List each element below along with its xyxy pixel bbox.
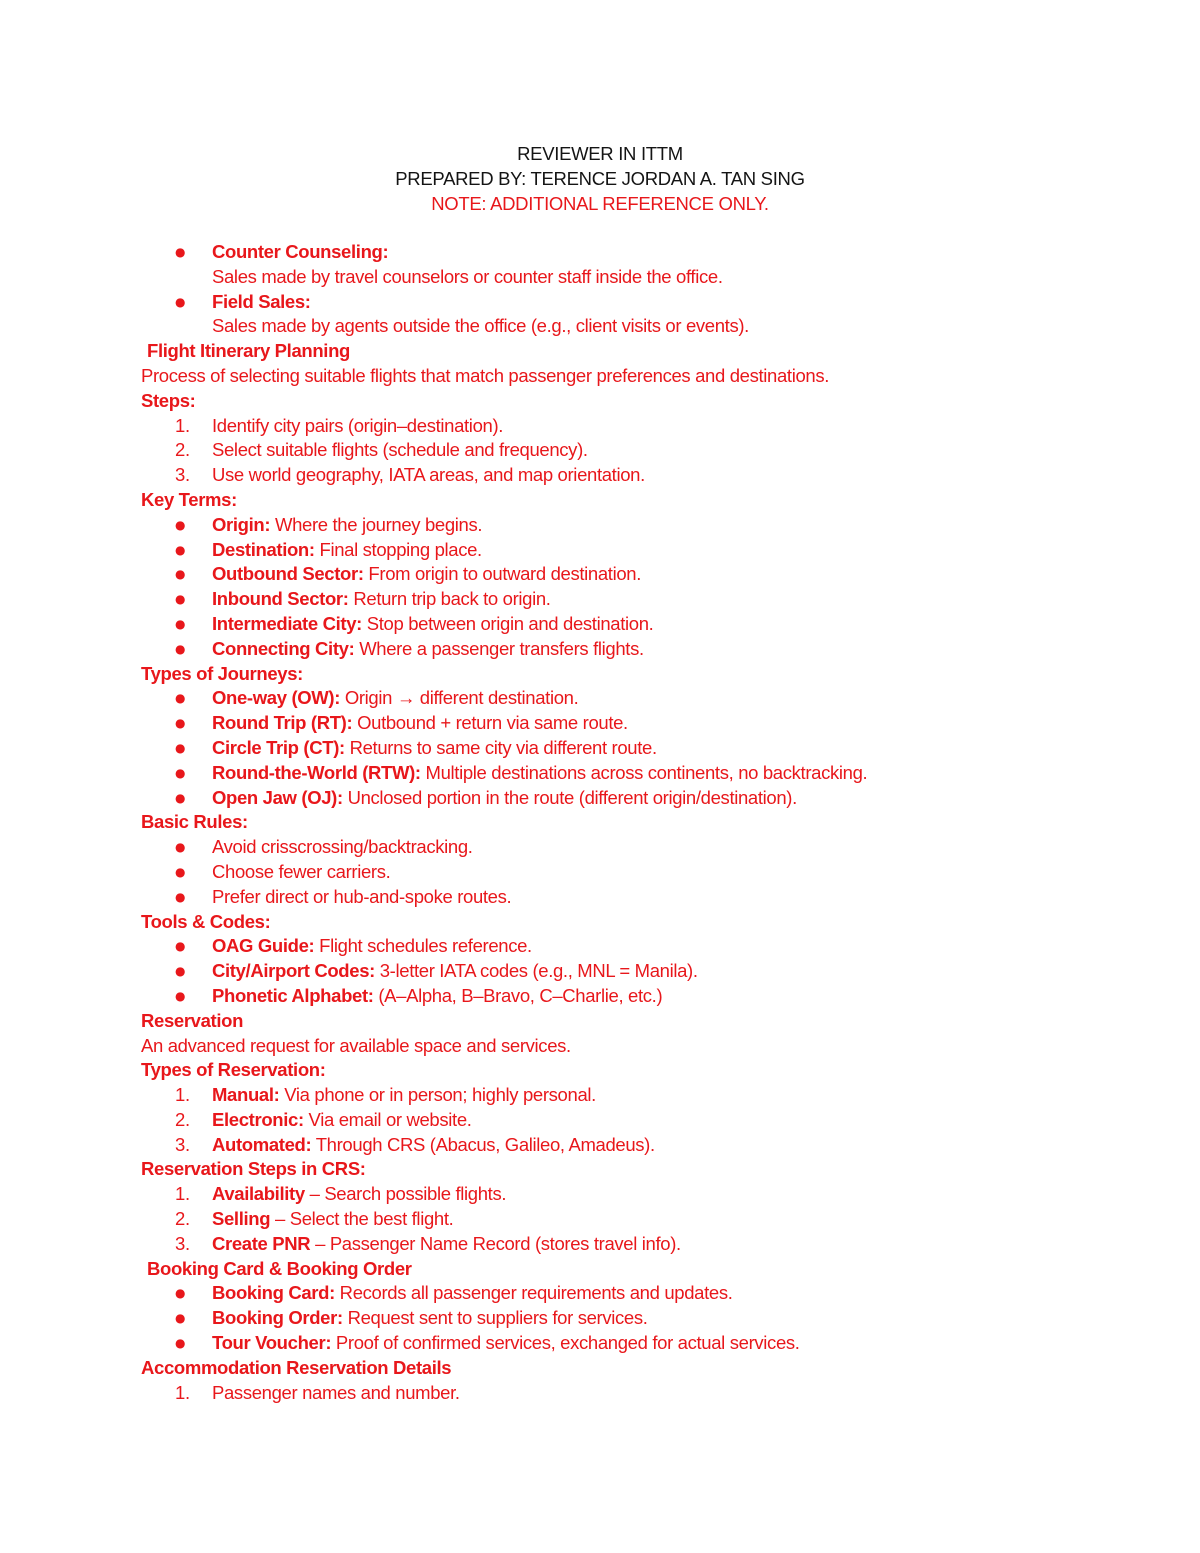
term-label: Phonetic Alphabet: [212,984,374,1006]
list-item [141,1331,1071,1356]
term-label: Counter Counseling: [212,241,389,262]
term-label: Booking Order: [212,1307,343,1329]
bullet-icon: ● [175,964,186,979]
bullet-icon: ● [175,864,186,879]
bullet-icon: ● [175,790,186,805]
term-description: 3-letter IATA codes (e.g., MNL = Manila). [374,960,698,982]
term-label: Selling [212,1208,271,1230]
list-item [141,1182,1071,1207]
document-title: REVIEWER IN ITTM [517,143,683,164]
list-number: 2. [175,1108,190,1130]
list-item [141,959,1071,984]
bullet-icon: ● [175,1311,186,1326]
bullet-icon: ● [175,294,186,309]
list-item [141,414,1071,439]
list-item [141,587,1071,612]
subsection-heading: Reservation Steps in CRS: [141,1158,366,1180]
list-item [141,786,1071,811]
list-item [141,1281,1071,1306]
term-description: – Select the best flight. [270,1208,454,1230]
term-label: Origin: [212,513,271,535]
term-label: OAG Guide: [212,935,315,957]
list-item-text: Passenger names and number. [212,1381,460,1403]
term-description: Flight schedules reference. [314,935,532,957]
term-description: Request sent to suppliers for services. [342,1307,648,1329]
list-item [141,1083,1071,1108]
bullet-icon: ● [175,592,186,607]
list-item [141,761,1071,786]
list-item [141,1108,1071,1133]
term-description: Records all passenger requirements and updates. [334,1282,733,1304]
subsection-heading: Tools & Codes: [141,910,271,932]
list-item [141,562,1071,587]
list-number: 2. [175,439,190,461]
term-description: Where the journey begins. [270,513,483,535]
term-label: Outbound Sector: [212,563,364,585]
bullet-icon: ● [175,691,186,706]
list-item-text: Choose fewer carriers. [212,860,391,882]
document-note: NOTE: ADDITIONAL REFERENCE ONLY. [431,193,769,214]
term-label: Automated: [212,1133,312,1155]
section-heading: Reservation [141,1009,244,1031]
list-number: 1. [175,1381,190,1403]
list-item [141,1381,1071,1406]
term-label: Round-the-World (RTW): [212,761,421,783]
list-item [141,835,1071,860]
term-description: – Passenger Name Record (stores travel info). [310,1232,681,1254]
subsection-heading: Steps: [141,389,196,411]
term-label: Field Sales: [212,290,311,312]
list-item [141,736,1071,761]
bullet-icon: ● [175,988,186,1003]
term-description: Returns to same city via different route. [344,736,657,758]
term-label: Connecting City: [212,637,355,659]
term-description: Multiple destinations across continents, no backtracking. [420,761,868,783]
term-label: Tour Voucher: [212,1332,332,1354]
list-number: 1. [175,1183,190,1205]
list-item [141,934,1071,959]
section-intro: An advanced request for available space and services. [141,1034,571,1056]
subsection-heading: Basic Rules: [141,811,248,833]
document-author: PREPARED BY: TERENCE JORDAN A. TAN SING [395,168,805,189]
section-intro: Process of selecting suitable flights that match passenger preferences and destinations. [141,364,830,386]
bullet-icon: ● [175,1336,186,1351]
list-item [141,1232,1071,1257]
list-item [141,438,1071,463]
term-label: Destination: [212,538,315,560]
term-label: Intermediate City: [212,612,362,634]
document-header [0,141,1200,216]
term-description: Stop between origin and destination. [361,612,654,634]
list-item-description: Sales made by travel counselors or counter staff inside the office. [212,265,723,287]
bullet-icon: ● [175,1286,186,1301]
term-label: One-way (OW): [212,687,341,709]
section-heading: Booking Card & Booking Order [147,1257,412,1279]
section-heading: Accommodation Reservation Details [141,1356,452,1378]
term-label: Electronic: [212,1108,304,1130]
list-item [141,711,1071,736]
list-item [141,686,1071,711]
list-item [141,538,1071,563]
term-description: Via email or website. [303,1108,472,1130]
term-label: Inbound Sector: [212,588,349,610]
bullet-icon: ● [175,740,186,755]
bullet-icon: ● [175,542,186,557]
term-description: (A–Alpha, B–Bravo, C–Charlie, etc.) [373,984,663,1006]
list-number: 3. [175,1232,190,1254]
list-item [141,612,1071,637]
subsection-heading: Types of Journeys: [141,662,303,684]
list-item-description: Sales made by agents outside the office (e.g., client visits or events). [212,315,749,337]
bullet-icon: ● [175,616,186,631]
list-item-text: Use world geography, IATA areas, and map orientation. [212,464,645,486]
list-item-text: Select suitable flights (schedule and frequency). [212,439,588,461]
term-label: Manual: [212,1084,280,1106]
term-description: Via phone or in person; highly personal. [279,1084,596,1106]
term-description: Origin → different destination. [340,687,579,709]
bullet-icon: ● [175,245,186,259]
bullet-icon: ● [175,567,186,582]
list-number: 1. [175,414,190,436]
term-description: Unclosed portion in the route (different origin/destination). [342,786,797,808]
term-label: Booking Card: [212,1282,335,1304]
term-description: Return trip back to origin. [348,588,551,610]
subsection-heading: Types of Reservation: [141,1059,326,1081]
bullet-icon: ● [175,939,186,954]
document-page [141,141,1071,1405]
list-item [141,513,1071,538]
bullet-icon: ● [175,641,186,656]
list-item [141,240,1071,265]
list-item-text: Prefer direct or hub-and-spoke routes. [212,885,512,907]
list-item-text: Identify city pairs (origin–destination). [212,414,504,436]
term-label: Availability [212,1183,305,1205]
spacer [141,216,1071,240]
list-item [141,1133,1071,1158]
term-description: Outbound + return via same route. [352,712,628,734]
list-number: 2. [175,1208,190,1230]
term-description: Final stopping place. [314,538,482,560]
term-description: – Search possible flights. [304,1183,507,1205]
list-number: 1. [175,1084,190,1106]
bullet-icon: ● [175,517,186,532]
list-item [141,885,1071,910]
list-number: 3. [175,1133,190,1155]
term-label: City/Airport Codes: [212,960,375,982]
term-label: Open Jaw (OJ): [212,786,343,808]
list-item [141,290,1071,315]
list-item [141,637,1071,662]
list-item-text: Avoid crisscrossing/backtracking. [212,836,473,858]
bullet-icon: ● [175,840,186,855]
list-item [141,860,1071,885]
term-description: Through CRS (Abacus, Galileo, Amadeus). [311,1133,655,1155]
list-item [141,463,1071,488]
list-number: 3. [175,464,190,486]
term-label: Circle Trip (CT): [212,736,345,758]
term-description: From origin to outward destination. [363,563,642,585]
term-label: Round Trip (RT): [212,712,353,734]
list-item [141,1207,1071,1232]
term-description: Proof of confirmed services, exchanged for actual services. [331,1332,800,1354]
list-item [141,1306,1071,1331]
bullet-icon: ● [175,765,186,780]
bullet-icon: ● [175,889,186,904]
subsection-heading: Key Terms: [141,488,237,510]
term-description: Where a passenger transfers flights. [354,637,644,659]
bullet-icon: ● [175,716,186,731]
section-heading: Flight Itinerary Planning [147,340,350,362]
term-label: Create PNR [212,1232,311,1254]
list-item [141,984,1071,1009]
